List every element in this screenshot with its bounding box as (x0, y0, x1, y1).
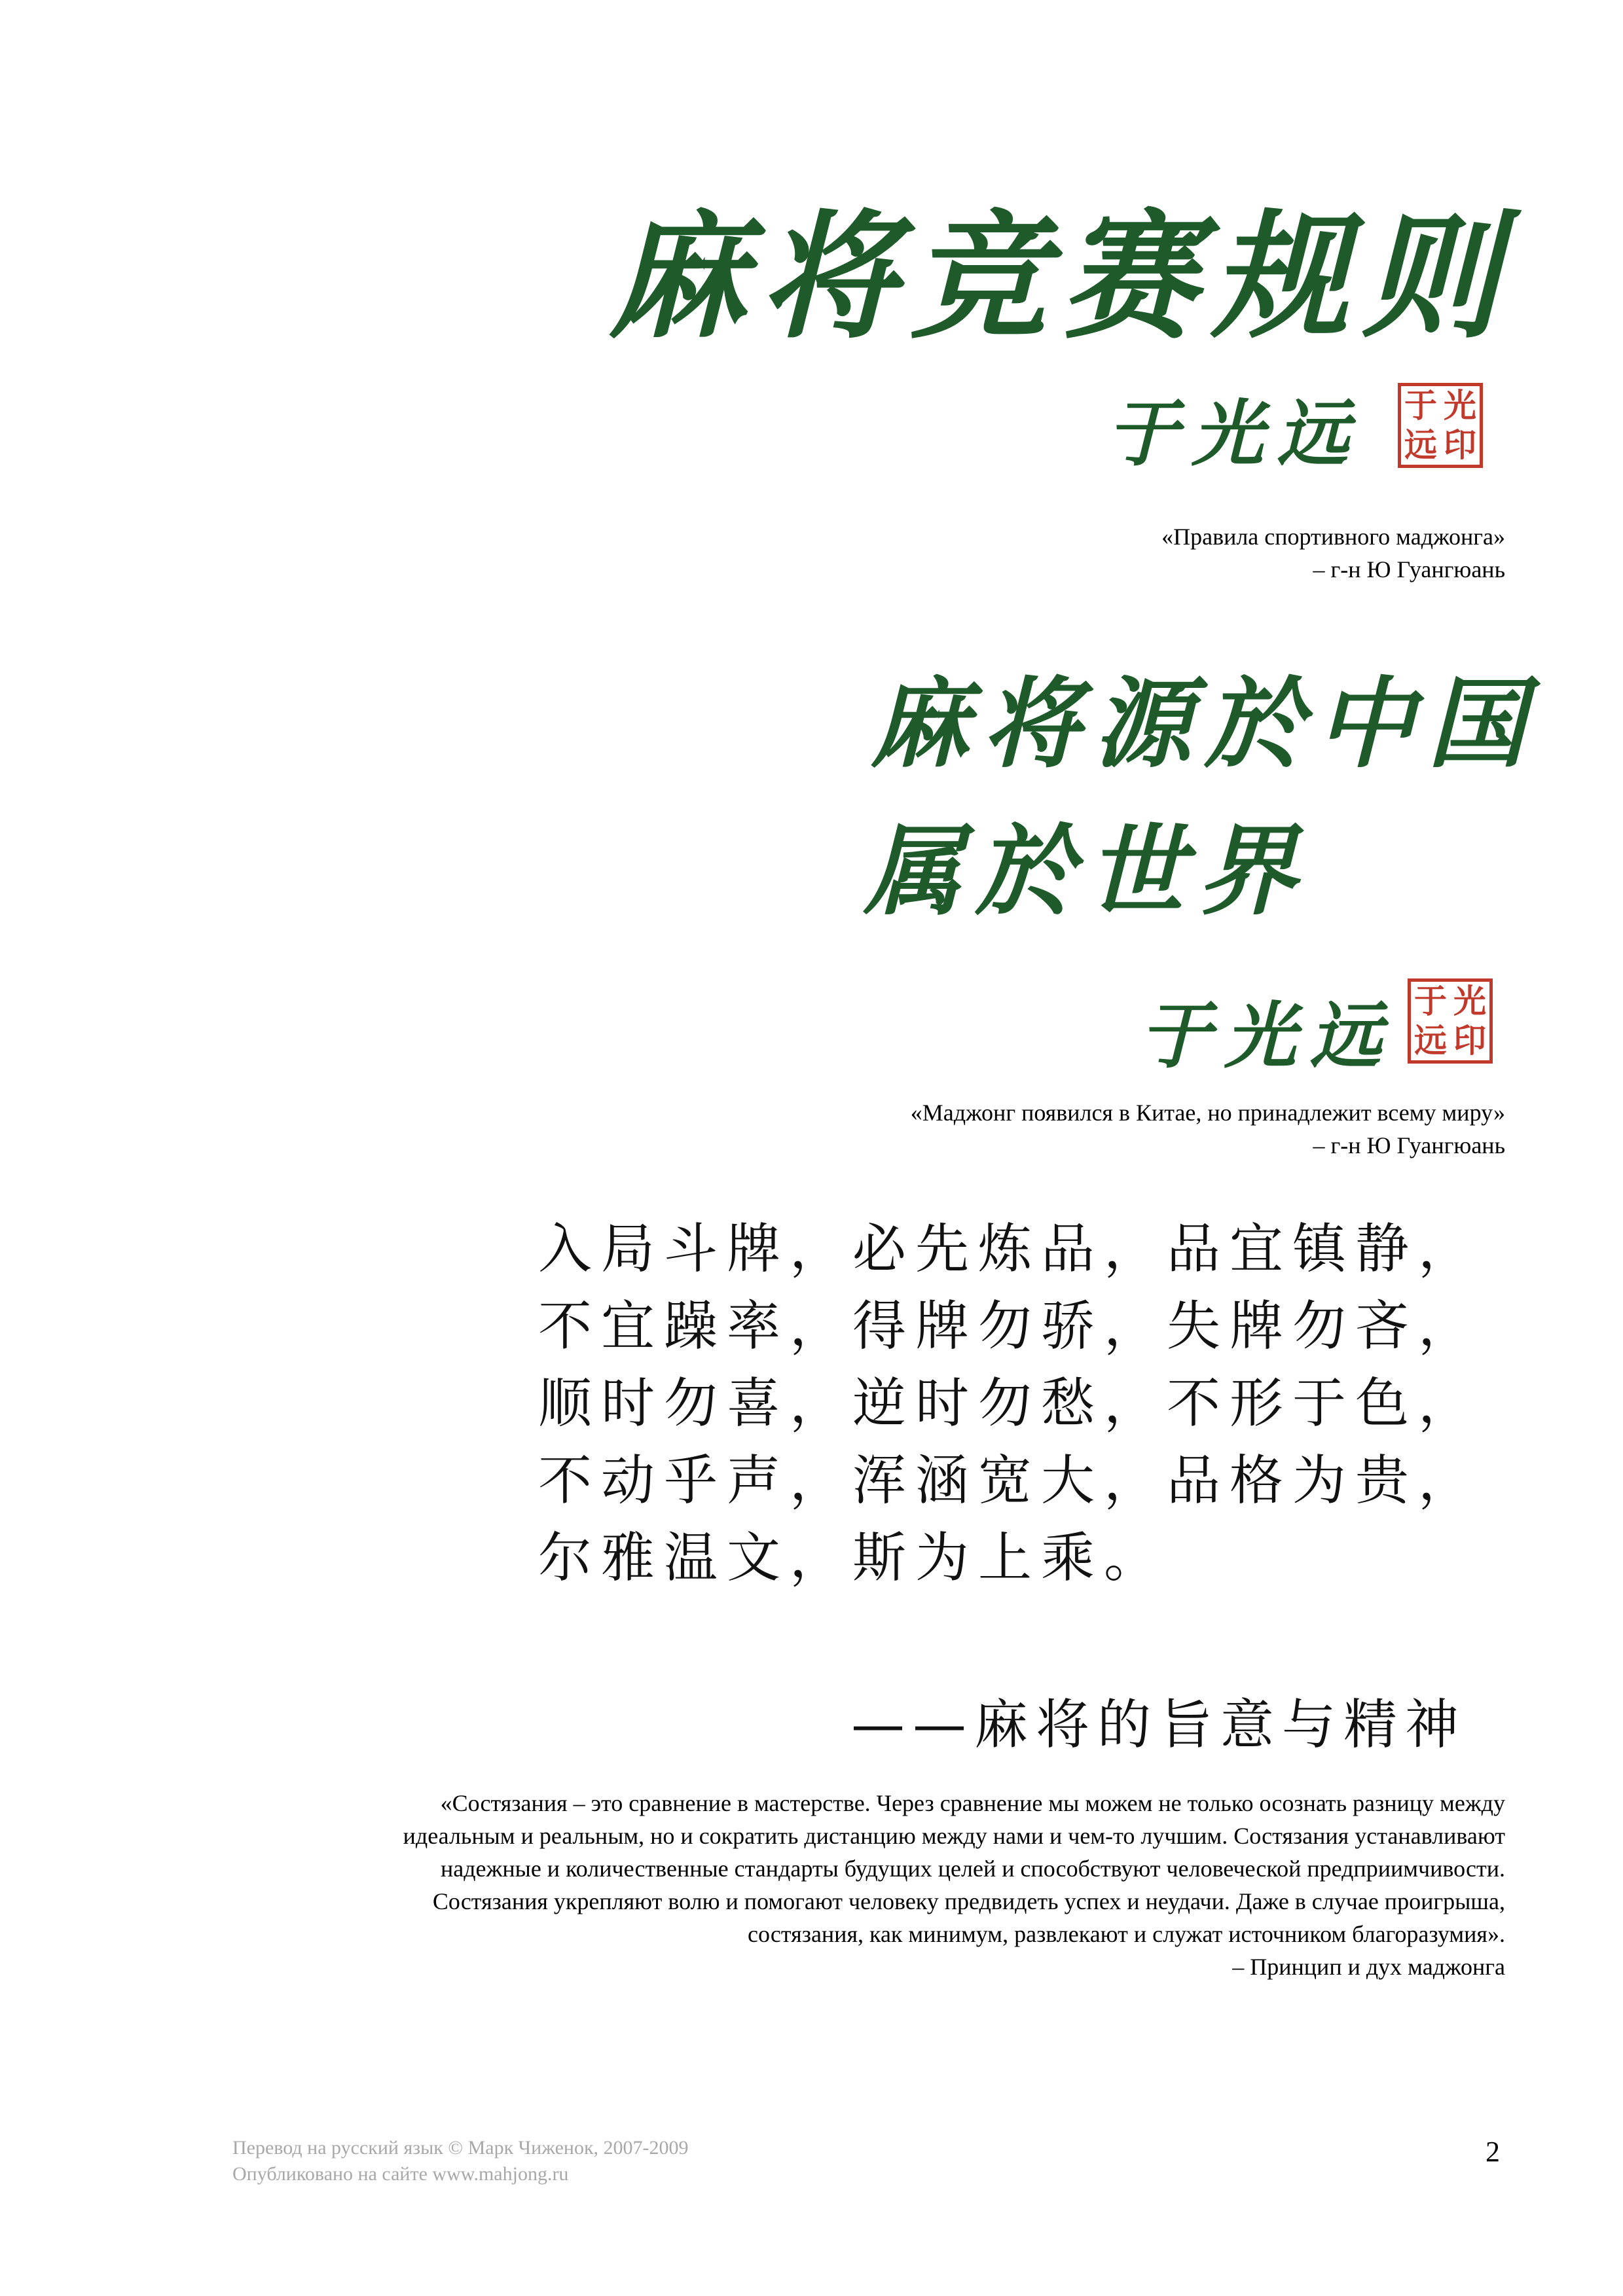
quote-line: идеальным и реальным, но и сократить дистанцию между нами и чем-то лучшим. Состязания устанавливают (403, 1823, 1505, 1849)
seal-stamp-2 (1408, 978, 1493, 1064)
chinese-poem (538, 1211, 1481, 1597)
caption-quote: «Правила спортивного маджонга» (1161, 524, 1505, 550)
caption-author: – г-н Ю Гуангюань (1313, 1132, 1505, 1158)
seal-char: 远 (1404, 425, 1437, 464)
seal-stamp-1 (1398, 383, 1483, 468)
footer-published: Опубликовано на сайте www.mahjong.ru (232, 2163, 569, 2185)
caption-origin (911, 1096, 1505, 1162)
caption-quote: «Маджонг появился в Китае, но принадлежит всему миру» (910, 1100, 1505, 1126)
poem-line: 不动乎声，浑涵宽大，品格为贵， (538, 1450, 1482, 1512)
seal-char: 光 (1444, 386, 1476, 425)
seal-char: 远 (1414, 1021, 1447, 1060)
quote-line: Состязания укрепляют волю и помогают человеку предвидеть успех и неудачи. Даже в случае проигрыша, (432, 1888, 1505, 1914)
calligraphy-line-2: 属於世界 (864, 814, 1310, 929)
quote-attribution: – Принцип и дух маджонга (1232, 1954, 1505, 1980)
caption-author: – г-н Ю Гуангюань (1313, 556, 1505, 583)
seal-char: 于 (1404, 386, 1437, 425)
page-number: 2 (1486, 2136, 1500, 2168)
poem-line: 顺时勿喜，逆时勿愁，不形于色， (538, 1372, 1482, 1435)
poem-line: 不宜躁率，得牌勿骄，失牌勿吝， (538, 1295, 1482, 1357)
quote-line: надежные и количественные стандарты будущих целей и способствуют человеческой предприимчивости. (440, 1856, 1505, 1882)
seal-char: 于 (1414, 982, 1447, 1020)
quote-line: состязания, как минимум, развлекают и служат источником благоразумия». (748, 1921, 1505, 1947)
caption-rules (1161, 520, 1505, 586)
seal-char: 印 (1444, 425, 1476, 464)
quote-line: «Состязания – это сравнение в мастерстве. Через сравнение мы можем не только осознать разницу между (440, 1790, 1505, 1816)
principle-quote (163, 1787, 1505, 1983)
poem-line: 尔雅温文，斯为上乘。 (538, 1527, 1167, 1589)
poem-line: 入局斗牌，必先炼品，品宜镇静， (538, 1218, 1482, 1280)
calligraphy-signature-2: 于光远 (1139, 994, 1395, 1078)
calligraphy-signature-1: 于光远 (1106, 391, 1362, 476)
seal-char: 光 (1453, 982, 1486, 1020)
footer (232, 2135, 689, 2187)
seal-char: 印 (1453, 1021, 1486, 1060)
calligraphy-title-rules: 麻将竞赛规则 (609, 196, 1513, 357)
calligraphy-line-1: 麻将源於中国 (871, 666, 1539, 781)
footer-translation: Перевод на русский язык © Марк Чиженок, 2007-2009 (232, 2137, 689, 2159)
poem-source: ——麻将的旨意与精神 (851, 1694, 1467, 1756)
